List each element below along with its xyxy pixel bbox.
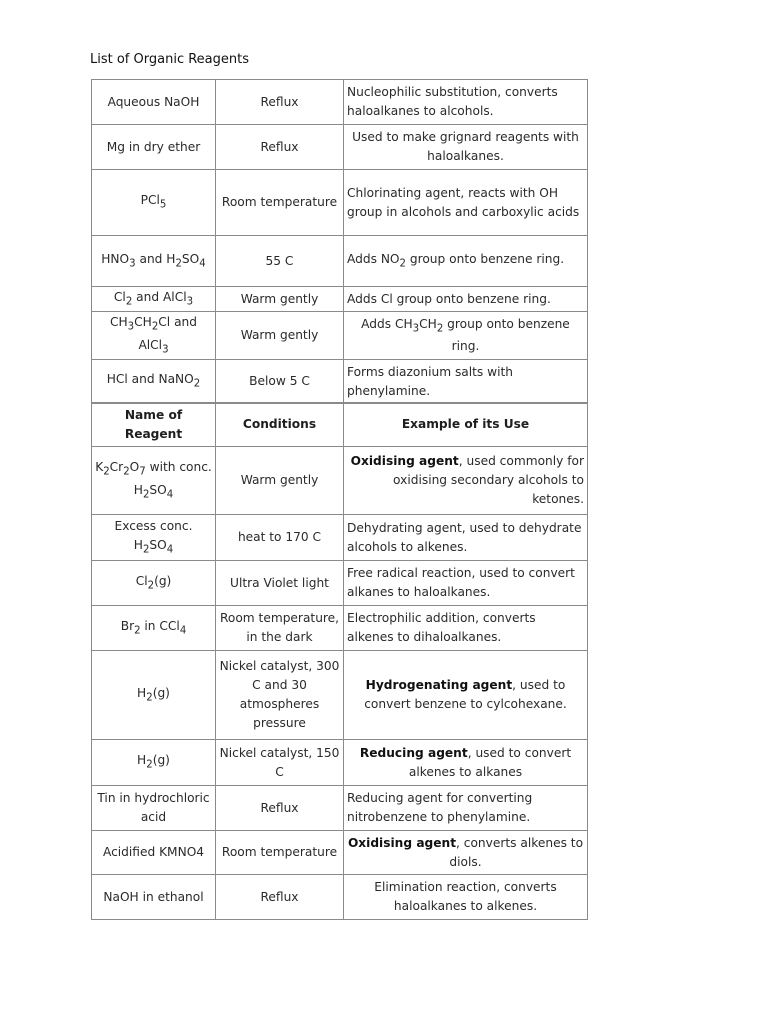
reagent-name: HCl and NaNO$_2$ xyxy=(92,360,216,404)
table-row xyxy=(92,740,588,786)
reagent-name: NaOH in ethanol xyxy=(92,875,216,920)
reagent-use: Chlorinating agent, reacts with OH group in alcohols and carboxylic acids xyxy=(344,170,588,236)
reagent-use: Adds $NO_2$ group onto benzene ring. xyxy=(344,236,588,287)
table-row xyxy=(92,561,588,606)
column-header-conditions: Conditions xyxy=(216,403,344,447)
reagent-name: $Cl_2(g)$ xyxy=(92,561,216,606)
reagent-conditions: Warm gently xyxy=(216,447,344,515)
reagents-table-bottom xyxy=(91,402,588,920)
table-header-row xyxy=(92,403,588,447)
reagent-use: Reducing agent, used to convert alkenes to alkanes xyxy=(344,740,588,786)
reagent-conditions: Room temperature xyxy=(216,831,344,875)
reagent-conditions: Ultra Violet light xyxy=(216,561,344,606)
table-row xyxy=(92,651,588,740)
reagent-name: PCl$_5$ xyxy=(92,170,216,236)
reagent-conditions: heat to 170 C xyxy=(216,515,344,561)
reagent-name: $H_2(g)$ xyxy=(92,651,216,740)
reagents-table-top xyxy=(91,79,588,404)
table-row xyxy=(92,125,588,170)
table-row xyxy=(92,170,588,236)
reagent-use: Free radical reaction, used to convert alkanes to haloalkanes. xyxy=(344,561,588,606)
column-header-use: Example of its Use xyxy=(344,403,588,447)
reagent-name: $K_2Cr_2O_7$ with conc. $H_2SO_4$ xyxy=(92,447,216,515)
reagent-conditions: Reflux xyxy=(216,80,344,125)
reagent-name: $Cl_2$ and AlCl$_3$ xyxy=(92,287,216,312)
table-row xyxy=(92,80,588,125)
reagent-name: Excess conc. $H_2SO_4$ xyxy=(92,515,216,561)
reagent-conditions: Room temperature xyxy=(216,170,344,236)
table-row xyxy=(92,786,588,831)
reagent-name: Mg in dry ether xyxy=(92,125,216,170)
reagent-use: Used to make grignard reagents with haloalkanes. xyxy=(344,125,588,170)
reagent-use: Hydrogenating agent, used to convert benzene to cylcohexane. xyxy=(344,651,588,740)
reagent-name: Acidified KMNO4 xyxy=(92,831,216,875)
table-row xyxy=(92,236,588,287)
reagent-name: $H_2(g)$ xyxy=(92,740,216,786)
document-title: List of Organic Reagents xyxy=(90,52,249,67)
reagent-use-emphasis: Reducing agent xyxy=(359,745,468,760)
table-row xyxy=(92,875,588,920)
reagent-use: Adds Cl group onto benzene ring. xyxy=(344,287,588,312)
reagent-name: Aqueous NaOH xyxy=(92,80,216,125)
reagent-use: Forms diazonium salts with phenylamine. xyxy=(344,360,588,404)
reagent-name: $HNO_3$ and $H_2SO_4$ xyxy=(92,236,216,287)
reagent-conditions: Below 5 C xyxy=(216,360,344,404)
reagent-conditions: 55 C xyxy=(216,236,344,287)
reagent-conditions: Warm gently xyxy=(216,312,344,360)
reagent-use: Dehydrating agent, used to dehydrate alcohols to alkenes. xyxy=(344,515,588,561)
table-row xyxy=(92,831,588,875)
reagent-name: $CH_3CH_2Cl$ and AlCl$_3$ xyxy=(92,312,216,360)
reagent-use-emphasis: Oxidising agent xyxy=(347,835,457,850)
reagent-conditions: Reflux xyxy=(216,786,344,831)
reagent-use: Elimination reaction, converts haloalkanes to alkenes. xyxy=(344,875,588,920)
table-row xyxy=(92,447,588,515)
reagent-use-emphasis: Oxidising agent xyxy=(350,454,459,469)
reagent-conditions: Nickel catalyst, 150 C xyxy=(216,740,344,786)
table-row xyxy=(92,515,588,561)
reagent-conditions: Warm gently xyxy=(216,287,344,312)
reagent-name: $Br_2$ in CCl$_4$ xyxy=(92,606,216,651)
reagent-use-emphasis: Hydrogenating agent xyxy=(365,678,513,693)
reagent-conditions: Room temperature, in the dark xyxy=(216,606,344,651)
reagent-use: Oxidising agent, used commonly for oxidising secondary alcohols to ketones. xyxy=(344,447,588,515)
column-header-name: Name of Reagent xyxy=(92,403,216,447)
reagent-name: Tin in hydrochloric acid xyxy=(92,786,216,831)
reagent-use: Oxidising agent, converts alkenes to diols. xyxy=(344,831,588,875)
table-row xyxy=(92,360,588,404)
reagent-use: Reducing agent for converting nitrobenzene to phenylamine. xyxy=(344,786,588,831)
reagent-conditions: Nickel catalyst, 300 C and 30 atmospheres pressure xyxy=(216,651,344,740)
reagent-use: Electrophilic addition, converts alkenes to dihaloalkanes. xyxy=(344,606,588,651)
reagent-use: Nucleophilic substitution, converts haloalkanes to alcohols. xyxy=(344,80,588,125)
table-row xyxy=(92,606,588,651)
table-row xyxy=(92,287,588,312)
reagent-use: Adds $CH_3CH_2$ group onto benzene ring. xyxy=(344,312,588,360)
reagent-conditions: Reflux xyxy=(216,125,344,170)
reagent-conditions: Reflux xyxy=(216,875,344,920)
table-row xyxy=(92,312,588,360)
